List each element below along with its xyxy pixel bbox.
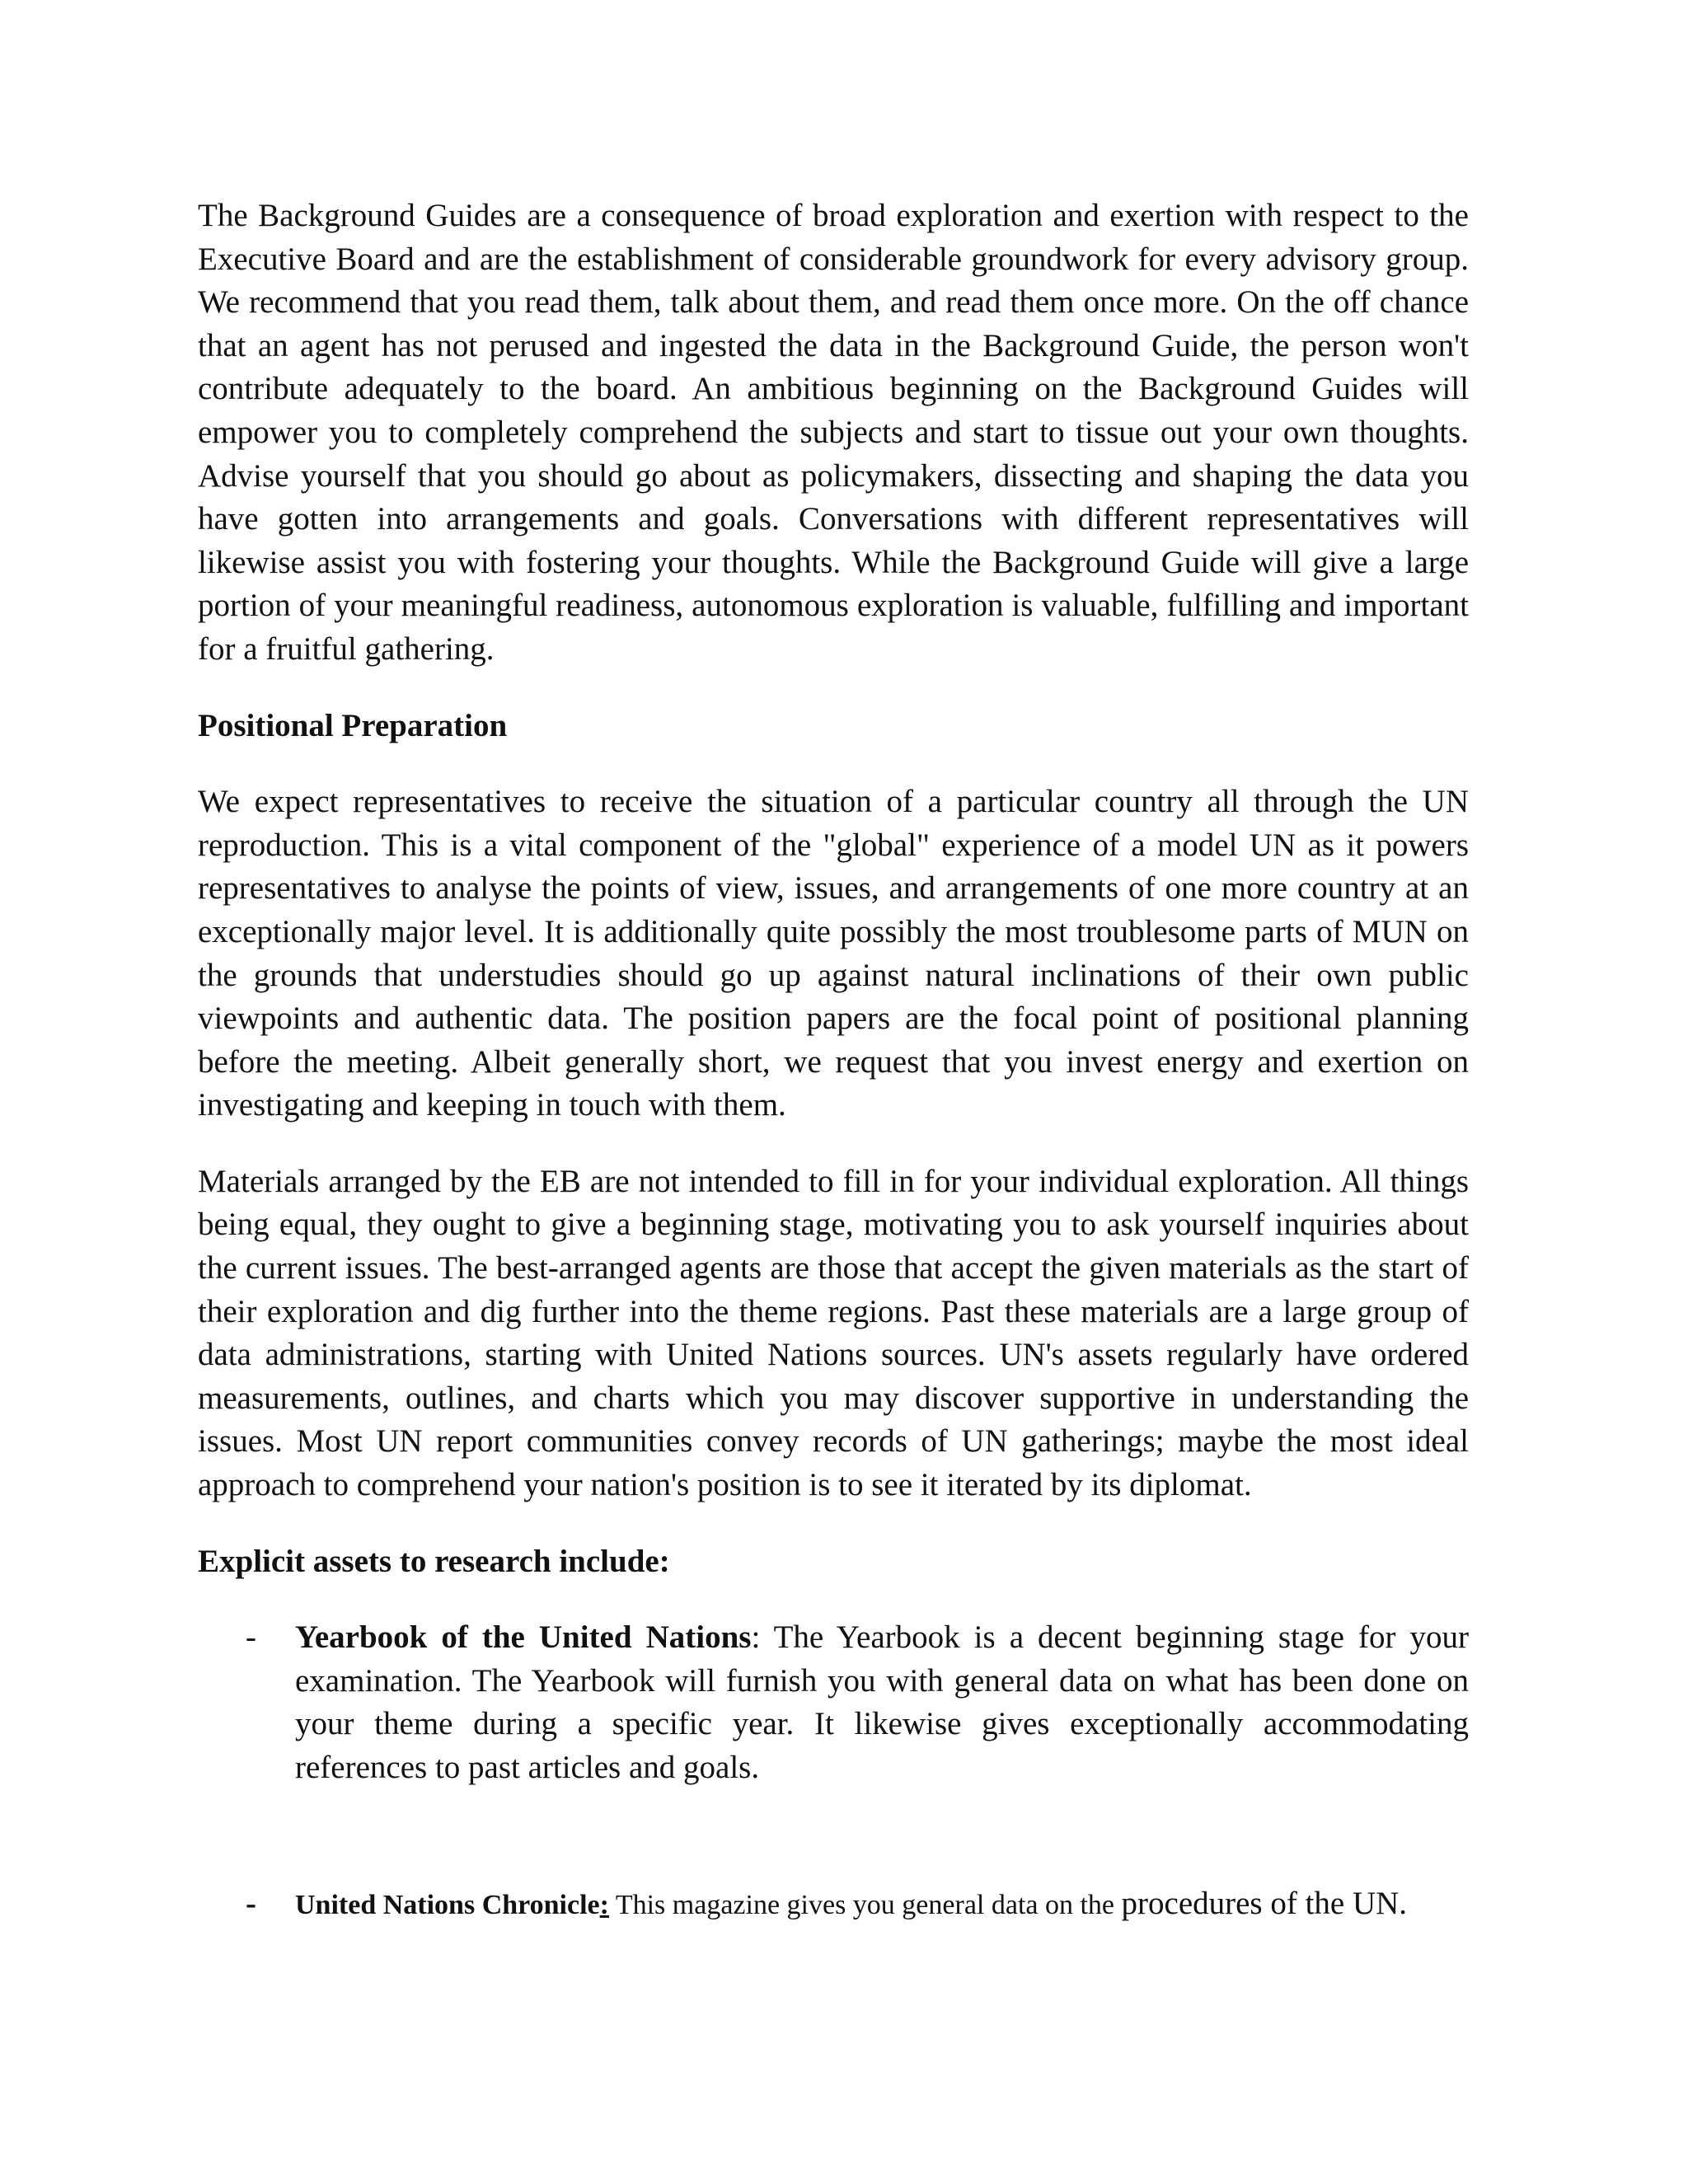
chronicle-term: United Nations Chronicle xyxy=(295,1889,600,1920)
positional-preparation-heading: Positional Preparation xyxy=(198,707,508,743)
chronicle-description: This magazine gives you general data on the xyxy=(608,1889,1122,1920)
document-page xyxy=(198,194,1469,1927)
positional-paragraph: We expect representatives to receive the situation of a particular country all through the UN reproduction. This is a vital component of the "global" experience of a model UN as it powers representatives to analyse the points of view, issues, and arrangements of one more country at an exceptionally major level. It is additionally quite possibly the most troublesome parts of MUN on the grounds that understudies should go up against natural inclinations of their own public viewpoints and authentic data. The position papers are the focal point of positional planning before the meeting. Albeit generally short, we request that you invest energy and exertion on investigating and keeping in touch with them. xyxy=(198,784,1469,1123)
yearbook-description: : The Yearbook is a decent beginning stage for your examination. The Yearbook will furnish you with general data on what has been done on your theme during a specific year. It likewise gives exceptionally accommodating references to past articles and goals. xyxy=(295,1619,1469,1785)
intro-paragraph: The Background Guides are a consequence of broad exploration and exertion with respect to the Executive Board and are the establishment of considerable groundwork for every advisory group. We recommend that you read them, talk about them, and read them once more. On the off chance that an agent has not perused and ingested the data in the Background Guide, the person won't contribute adequately to the board. An ambitious beginning on the Background Guides will empower you to completely comprehend the subjects and start to tissue out your own thoughts. Advise yourself that you should go about as policymakers, dissecting and shaping the data you have gotten into arrangements and goals. Conversations with different representatives will likewise assist you with fostering your thoughts. While the Background Guide will give a large portion of your meaningful readiness, autonomous exploration is valuable, fulfilling and important for a fruitful gathering. xyxy=(198,198,1469,667)
materials-paragraph: Materials arranged by the EB are not intended to fill in for your individual exploration. All things being equal, they ought to give a beginning stage, motivating you to ask yourself inquiries about the current issues. The best-arranged agents are those that accept the given materials as the start of their exploration and dig further into the theme regions. Past these materials are a large group of data administrations, starting with United Nations sources. UN's assets regularly have ordered measurements, outlines, and charts which you may discover supportive in understanding the issues. Most UN report communities convey records of UN gatherings; maybe the most ideal approach to comprehend your nation's position is to see it iterated by its diplomat. xyxy=(198,1163,1469,1503)
bullet-dash: - xyxy=(246,1885,256,1921)
bullet-dash: - xyxy=(246,1619,256,1656)
list-item-yearbook xyxy=(198,1616,1469,1789)
list-item-chronicle xyxy=(198,1882,1469,1928)
yearbook-term: Yearbook of the United Nations xyxy=(295,1619,752,1656)
chronicle-colon: : xyxy=(599,1889,609,1920)
chronicle-description-tail: procedures of the UN. xyxy=(1121,1885,1408,1921)
explicit-assets-heading: Explicit assets to research include: xyxy=(198,1543,670,1579)
